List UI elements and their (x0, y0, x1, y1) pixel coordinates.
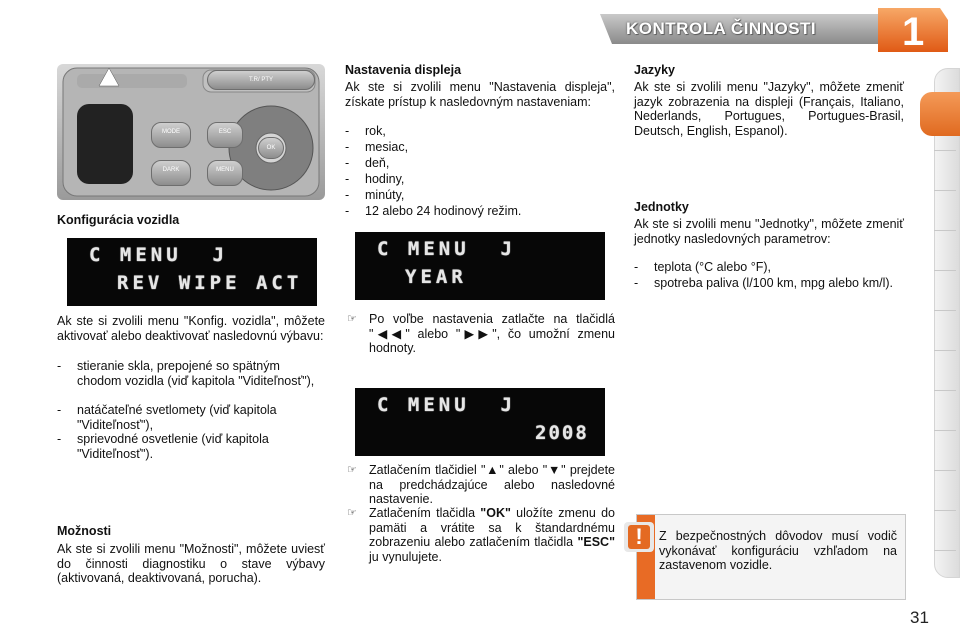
lcd-line-2: 2008 (535, 422, 589, 444)
instruction-text: uložíte zmenu do pamäti a vrátite sa k štandardnému zobrazeniu alebo zatlačením tlačidla (369, 506, 615, 549)
list-item: - minúty, (345, 188, 405, 202)
hand-pointer-icon: ☞ (347, 464, 357, 476)
moznosti-text: Ak ste si zvolili menu "Možnosti", môžete uviesť do činnosti diagnostiku o stave výbavy (aktivovaná, deaktivovaná, porucha). (57, 542, 325, 585)
instruction-text: Zatlačením tlačidla (369, 506, 481, 520)
jednotky-intro: Ak ste si zvolili menu "Jednotky", môžete zmeniť jednotky nasledovných parametrov: (634, 217, 904, 246)
lcd-display-value (355, 388, 605, 456)
instruction-bullet (345, 506, 615, 564)
instruction-text: Zatlačením tlačidiel "▲" alebo "▼" prejdete na predchádzajúce alebo nasledovné nastavenie. (369, 463, 615, 506)
warning-text: Z bezpečnostných dôvodov musí vodič vykonávať konfiguráciu vzhľadom na zastavenom vozidle. (659, 529, 897, 572)
tab-divider (934, 270, 956, 271)
chapter-tab-strip (934, 68, 960, 578)
tab-divider (934, 230, 956, 231)
chapter-title: KONTROLA ČINNOSTI (626, 19, 817, 38)
list-item: - 12 alebo 24 hodinový režim. (345, 204, 522, 218)
button-label: ESC (218, 129, 232, 135)
list-item: - mesiac, (345, 140, 409, 154)
list-item-text: sprievodné osvetlenie (viď kapitola "Viditeľnosť"). (77, 432, 269, 461)
list-item: - spotreba paliva (l/100 km, mpg alebo km/l). (634, 276, 893, 290)
list-item-text: spotreba paliva (l/100 km, mpg alebo km/l). (654, 276, 893, 290)
hand-pointer-icon: ☞ (347, 507, 357, 519)
lcd-line-2: REV WIPE ACT (117, 272, 303, 294)
active-chapter-tab (920, 92, 960, 136)
konfig-heading: Konfigurácia vozidla (57, 213, 180, 227)
tab-divider (934, 190, 956, 191)
tab-divider (934, 550, 956, 551)
esc-keyword: "ESC" (577, 535, 615, 549)
list-item-text: minúty, (365, 188, 405, 202)
list-item-text: teplota (°C alebo °F), (654, 260, 771, 274)
ok-keyword: "OK" (480, 506, 511, 520)
tab-divider (934, 350, 956, 351)
instruction-bullet (345, 463, 615, 507)
lcd-line-2: YEAR (405, 266, 467, 288)
warning-icon (624, 522, 654, 552)
list-item: - rok, (345, 124, 386, 138)
tab-divider (934, 310, 956, 311)
dark-button[interactable] (151, 160, 191, 186)
instruction-bullet (345, 312, 615, 356)
list-item-text: deň, (365, 156, 390, 170)
list-item: - stieranie skla, prepojené so spätným chodom vozidla (viď kapitola "Viditeľnosť"), (57, 359, 315, 388)
list-item-text: 12 alebo 24 hodinový režim. (365, 204, 522, 218)
button-label: T.R/ PTY (248, 77, 273, 83)
control-panel-photo (57, 64, 325, 200)
nastavenia-intro: Ak ste si zvolili menu "Nastavenia displeja", získate prístup k nasledovným nastaveniam: (345, 80, 615, 109)
list-item: - teplota (°C alebo °F), (634, 260, 771, 274)
list-item-text: hodiny, (365, 172, 405, 186)
tab-divider (934, 510, 956, 511)
menu-button[interactable] (207, 160, 243, 186)
list-item: - natáčateľné svetlomety (viď kapitola "Viditeľnosť"), (57, 403, 277, 432)
exclamation-icon: ! (628, 525, 650, 549)
lcd-line-1: C MENU J (89, 244, 228, 266)
page-header (0, 0, 960, 60)
tab-divider (934, 150, 956, 151)
warning-box (636, 514, 906, 600)
tab-divider (934, 430, 956, 431)
button-label: OK (266, 145, 276, 151)
chapter-number: 1 (902, 10, 925, 54)
nastavenia-heading: Nastavenia displeja (345, 63, 462, 77)
jednotky-heading: Jednotky (634, 200, 689, 214)
list-item-text: natáčateľné svetlomety (viď kapitola "Viditeľnosť"), (77, 403, 277, 432)
button-label: MODE (162, 129, 180, 135)
list-item-text: stieranie skla, prepojené so spätným chodom vozidla (viď kapitola "Viditeľnosť"), (77, 359, 315, 388)
lcd-display-year (355, 232, 605, 300)
page-number: 31 (910, 608, 929, 627)
moznosti-heading: Možnosti (57, 524, 112, 538)
lcd-line-1: C MENU J (377, 238, 516, 260)
tab-divider (934, 470, 956, 471)
esc-button[interactable] (207, 122, 243, 148)
hand-pointer-icon: ☞ (347, 313, 357, 325)
mode-button[interactable] (151, 122, 191, 148)
list-item: - hodiny, (345, 172, 405, 186)
ok-button[interactable] (258, 137, 284, 159)
instruction-text: Po voľbe nastavenia zatlačte na tlačidlá "◀◀" alebo "▶▶", čo umožní zmenu hodnoty. (369, 312, 615, 355)
ta-pty-button[interactable] (207, 70, 315, 90)
jazyky-text: Ak ste si zvolili menu "Jazyky", môžete zmeniť jazyk zobrazenia na displeji (Français, Italiano, Nederlands, Portugues, Portugues-Brasil, Deutsch, English, Espanol). (634, 80, 904, 138)
instruction-text: ju vynulujete. (369, 549, 442, 564)
button-label: DARK (162, 167, 180, 173)
lcd-line-1: C MENU J (377, 394, 516, 416)
tab-divider (934, 390, 956, 391)
lcd-display-konfig (67, 238, 317, 306)
list-item-text: rok, (365, 124, 386, 138)
jazyky-heading: Jazyky (634, 63, 676, 77)
list-item: - sprievodné osvetlenie (viď kapitola "Viditeľnosť"). (57, 432, 269, 461)
list-item-text: mesiac, (365, 140, 409, 154)
konfig-intro: Ak ste si zvolili menu "Konfig. vozidla", môžete aktivovať alebo deaktivovať nasledovnú výbavu: (57, 314, 325, 343)
button-label: MENU (216, 167, 234, 173)
list-item: - deň, (345, 156, 390, 170)
